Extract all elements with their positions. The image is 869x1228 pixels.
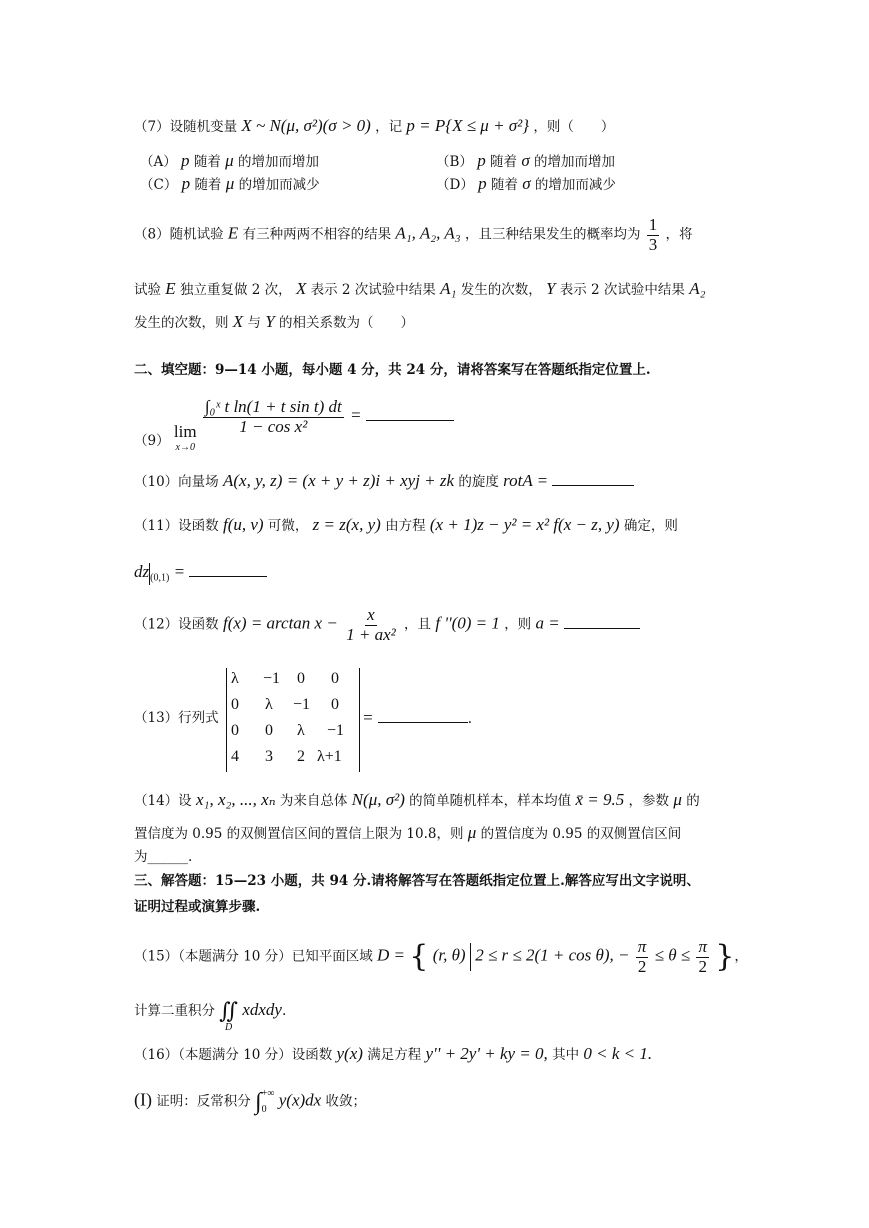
q8-line-1 [134,216,693,254]
q8-text: （8）随机试验 [134,226,224,243]
integral-upper-limit: +∞ [261,1088,275,1099]
limit-word: lim [173,421,197,441]
limit-subscript: x→0 [175,442,195,454]
q16-line-1 [134,1044,652,1064]
matrix-cell: λ+1 [317,748,342,765]
q15-condition: 2 ≤ r ≤ 2(1 + cos θ), − [475,945,630,965]
answer-blank[interactable] [366,406,454,421]
double-integral-sign: ∬ [219,998,239,1023]
matrix-cell: 2 [297,748,305,765]
section-3-heading-1: 三、解答题：15—23 小题，共 94 分.请将解答写在答题纸指定位置上.解答应写出文字说明、 [134,873,700,889]
matrix-cell: 0 [331,670,339,687]
q8-text: 发生的次数， [460,282,542,298]
q9-label: （9） [134,432,170,449]
equals-sign: = [173,562,186,581]
q14-mu: μ [467,823,477,842]
option-tail: 的增加而增加 [534,154,615,170]
q15-end: . [281,1003,287,1019]
q14-mu: μ [673,790,682,809]
q14-text: 置信度为 0.95 的双侧置信区间的置信上限为 10.8，则 [134,826,464,842]
fraction-numerator: π [698,937,707,956]
option-var: p [478,174,487,193]
answer-blank[interactable] [564,614,640,629]
option-text: 随着 [490,177,518,193]
q13-determinant [226,668,360,772]
q8-var-x: X [295,279,307,298]
section-2-heading: 二、填空题：9—14 小题，每小题 4 分，共 24 分，请将答案写在答题纸指定位置上. [134,362,651,378]
option-text: 随着 [490,154,518,170]
q14-text: 的置信度为 0.95 的双侧置信区间 [480,826,682,842]
q15-double-integral [219,1000,238,1034]
q9-fraction [203,398,344,436]
matrix-cell: −1 [263,670,281,687]
q14-line-3: 为______. [134,849,193,865]
option-tail: 的增加而减少 [534,177,616,193]
q7-option-b [436,151,615,171]
q11-text: 由方程 [385,518,426,534]
option-var: p [181,174,191,193]
q14-line-2 [134,823,681,843]
q11-equation: (x + 1)z − y² = x² f(x − z, y) [429,515,620,534]
q13-end: . [467,711,473,727]
fraction-numerator: 1 [648,215,658,234]
q10 [134,471,634,491]
q12-condition: f ''(0) = 1 [435,613,500,633]
section-3-heading-2: 证明过程或演算步骤. [134,899,261,915]
fraction-numerator: x [367,605,375,624]
option-label: （D） [436,177,474,193]
equals-sign: = [350,405,362,425]
q8-var-y: Y [546,279,556,298]
q15-text: 计算二重积分 [134,1003,215,1019]
integral-domain: D [225,1022,233,1033]
option-label: （C） [140,177,178,193]
part-label: (I) [134,1089,152,1110]
q9 [134,397,454,454]
right-brace: } [715,939,735,975]
q11-text: 可微， [267,518,309,534]
q16-text: 其中 [552,1047,580,1063]
q11-dz: dz [134,562,150,581]
q12-label: （12）设函数 [134,616,219,633]
q8-text: 试验 [134,282,161,298]
matrix-cell: 0 [231,722,239,739]
matrix-cell: −1 [293,696,311,713]
q8-text: 表示 2 次试验中结果 [310,282,436,298]
matrix-cell: 0 [297,670,305,687]
q15-integrand: xdxdy [242,1000,282,1019]
integral-limits [262,1088,275,1116]
option-tail: 的增加而增加 [237,154,319,170]
q15-line-2 [134,1000,286,1034]
fraction-denominator: 1 − cos x² [239,416,308,436]
q8-text: 的相关系数为（ ） [279,315,415,331]
fraction-denominator: 3 [648,234,658,254]
q7-distribution: X ~ N(μ, σ²)(σ > 0) [241,116,371,135]
q8-a1: A₁ [440,279,457,298]
q11-text: 确定，则 [623,518,678,534]
q11-implicit: z = z(x, y) [312,515,381,534]
q11-line-1 [134,515,678,535]
q8-fraction [647,216,660,254]
q14-line-1 [134,790,700,810]
fraction-numerator: π [637,937,647,956]
matrix-cell: λ [265,696,273,713]
answer-blank[interactable] [552,471,634,486]
q16-k-range: 0 < k < 1. [583,1044,653,1063]
q12-text: ，则 [504,616,532,633]
q7-prefix: （7）设随机变量 [134,119,238,135]
q10-rot: rotA = [503,471,549,490]
q10-vector-field: A(x, y, z) = (x + y + z)i + xyj + zk [222,471,455,490]
option-var: p [477,151,486,170]
q16-text: 证明：反常积分 [156,1093,251,1110]
answer-blank[interactable] [378,708,468,723]
option-tail: 的增加而减少 [238,177,320,193]
q8-text: ，且三种结果发生的概率均为 [464,226,641,243]
q15-fraction-right [696,938,709,976]
option-param: σ [522,174,531,193]
equals-sign: = [362,708,374,727]
q15-comma: ， [734,948,748,965]
left-brace: { [409,939,429,975]
q7-suffix: ，则（ ） [533,119,615,135]
q12 [134,606,640,644]
q9-limit [174,422,197,454]
q8-var-y: Y [265,312,275,331]
q16-ode: y'' + 2y' + ky = 0, [425,1044,548,1063]
q7-option-c [140,174,320,194]
q7-stem [134,116,614,136]
matrix-cell: −1 [327,722,345,739]
q8-var-e: E [165,279,176,298]
q8-text: 有三种两两不相容的结果 [242,226,392,243]
q7-mid: ，记 [375,119,403,135]
q11-point: (0,1) [150,572,170,584]
q8-text: 发生的次数，则 [134,315,229,331]
integral-sign: ∫ [255,1089,262,1115]
matrix-cell: 0 [231,696,239,713]
q11-function: f(u, v) [222,515,264,534]
fraction-denominator: 2 [637,956,647,976]
q16-function: y(x) [336,1044,363,1063]
q8-var-e: E [227,223,239,243]
q16-integral [255,1088,274,1116]
q12-function: f(x) = arctan x − [222,613,338,633]
matrix-cell: 3 [265,748,273,765]
q15-inequality: ≤ θ ≤ [654,945,691,965]
integral-lower-limit: 0 [261,1104,267,1115]
q8-text: 独立重复做 2 次， [179,282,292,298]
q13-label: （13）行列式 [134,710,219,726]
q15-text: （15）（本题满分 10 分）已知平面区域 [134,948,373,965]
q7-option-a [140,151,319,171]
q7-option-d [436,174,616,194]
q8-text: 表示 2 次试验中结果 [559,282,685,298]
option-param: μ [225,174,235,193]
option-param: σ [521,151,530,170]
option-var: p [181,151,190,170]
q15-fraction-left [636,938,649,976]
matrix-cell: λ [297,722,305,739]
q11-line-2 [134,562,267,585]
q16-text: 收敛； [325,1093,366,1110]
q12-text: ，且 [404,616,432,633]
q15-polar-pair: (r, θ) [432,945,466,965]
q14-text: （14）设 [134,793,192,809]
matrix-cell: 0 [331,696,339,713]
q15-domain: D = [377,945,405,965]
fraction-denominator: 2 [698,956,707,976]
option-text: 随着 [194,177,222,193]
matrix-cell: 0 [265,722,273,739]
matrix-cell: λ [231,670,239,687]
q15-line-1 [134,938,748,976]
q8-line-3 [134,312,414,332]
answer-blank[interactable] [189,562,267,577]
q7-probability: p = P{X ≤ μ + σ²} [406,116,530,135]
q8-var-x: X [232,312,244,331]
option-label: （B） [436,154,473,170]
matrix-cell: 4 [231,748,239,765]
q14-text: ，参数 [628,793,670,809]
q14-mean: x̄ = 9.5 [575,790,625,809]
q10-text: 的旋度 [458,474,499,490]
q14-text: 的 [686,793,700,809]
option-text: 随着 [193,154,221,170]
q16-text: （16）（本题满分 10 分）设函数 [134,1047,333,1063]
q8-results: A₁, A₂, A₃ [395,223,461,243]
fraction-denominator: 1 + ax² [346,624,396,644]
q10-label: （10）向量场 [134,474,219,490]
q8-line-2 [134,279,706,299]
option-param: μ [225,151,234,170]
fraction-numerator: ∫₀ˣ t ln(1 + t sin t) dt [204,397,342,416]
set-bar [470,943,471,971]
q16-part-1 [134,1088,366,1116]
q16-text: 满足方程 [367,1047,422,1063]
option-label: （A） [140,154,177,170]
q14-text: 的简单随机样本，样本均值 [409,793,572,809]
q11-text: （11）设函数 [134,518,219,534]
q16-integrand: y(x)dx [278,1090,322,1110]
q14-text: 为来自总体 [279,793,348,809]
q8-text: ，将 [665,226,693,243]
q13-answer [362,708,472,728]
q12-fraction [344,606,398,644]
q12-a: a = [535,613,560,633]
q8-a2: A₂ [689,279,706,298]
q14-distribution: N(μ, σ²) [351,790,405,809]
q14-sample: x₁, x₂, ..., xₙ [195,790,276,809]
q8-text: 与 [247,315,261,331]
